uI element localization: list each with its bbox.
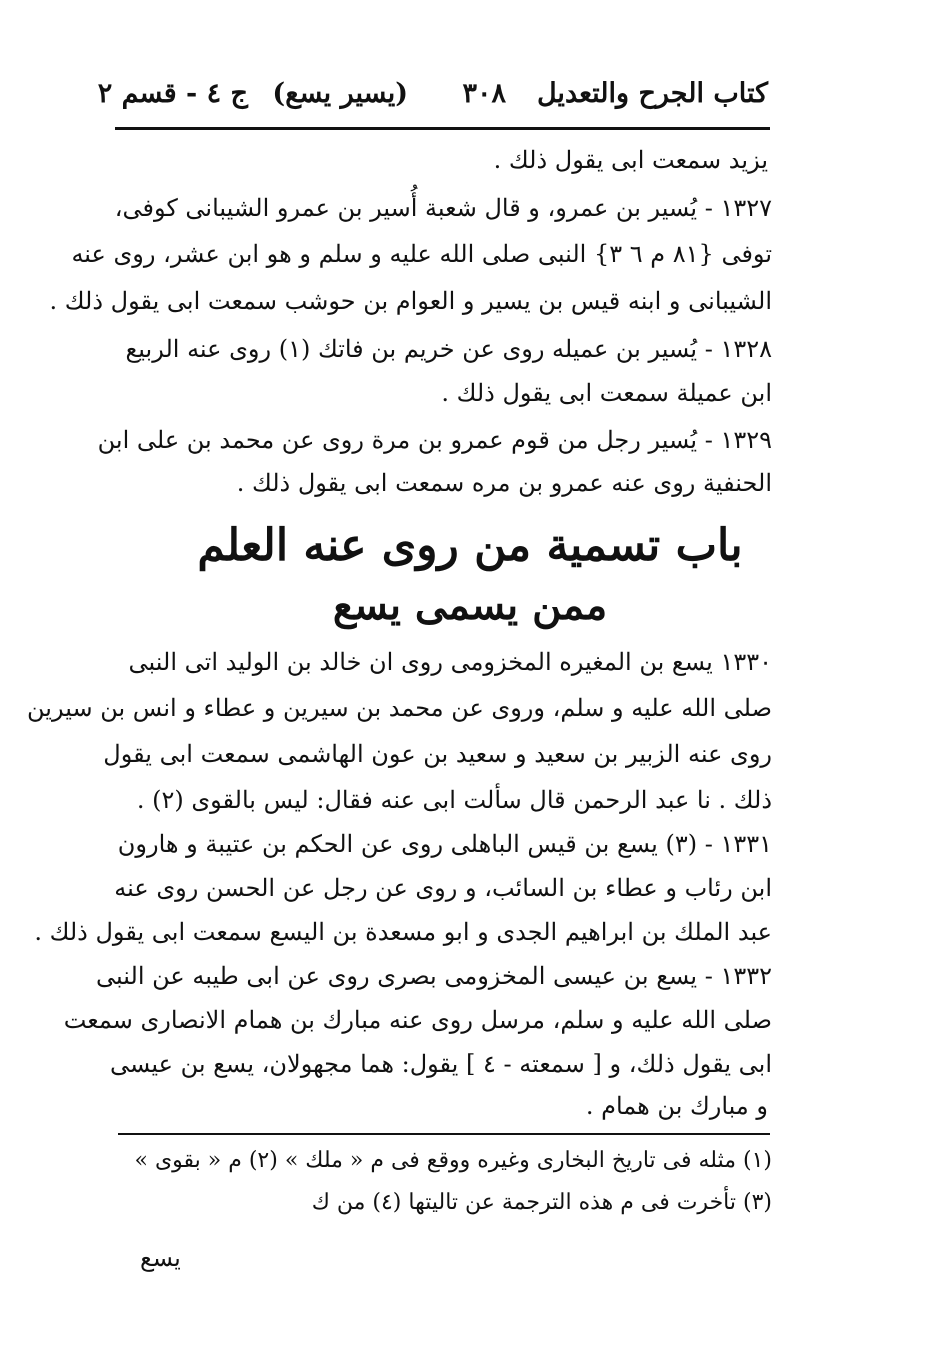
text-line: و مبارك بن همام .: [585, 1092, 768, 1120]
text-line: ابن رئاب و عطاء بن السائب، و روى عن رجل عن الحسن روى عنه: [114, 874, 772, 902]
text-line: ابن عميلة سمعت ابى يقول ذلك .: [441, 379, 772, 407]
catchword: يسع: [140, 1244, 181, 1272]
header-rule: [115, 127, 770, 130]
entry-1331: ١٣٣١ - (٣) يسع بن قيس الباهلى روى عن الحكم بن عتيبة و هارون: [117, 830, 772, 858]
text-line: ابى يقول ذلك، و [ سمعته - ٤ ] يقول: هما مجهولان، يسع بن عيسى: [109, 1050, 772, 1078]
book-title: كتاب الجرح والتعديل: [536, 78, 768, 109]
chapter-heading: باب تسمية من روى عنه العلم: [197, 520, 743, 571]
page-number: ٣٠٨: [462, 78, 506, 109]
entry-1332: ١٣٣٢ - يسع بن عيسى المخزومى بصرى روى عن ابى طيبه عن النبى: [96, 962, 772, 990]
chapter-subheading: ممن يسمى يسع: [332, 582, 608, 629]
text-line: الحنفية روى عنه عمرو بن مره سمعت ابى يقول ذلك .: [236, 469, 772, 497]
text-line: الشيبانى و ابنه قيس بن يسير و العوام بن حوشب سمعت ابى يقول ذلك .: [49, 287, 772, 315]
entry-1327: ١٣٢٧ - يُسير بن عمرو، و قال شعبة أُسير بن عمرو الشيبانى كوفى،: [114, 194, 772, 222]
text-line: عبد الملك بن ابراهيم الجدى و ابو مسعدة بن اليسع سمعت ابى يقول ذلك .: [34, 918, 772, 946]
entry-1329: ١٣٢٩ - يُسير رجل من قوم عمرو بن مرة روى عن محمد بن على ابن: [97, 426, 772, 454]
footnote-line: (٣) تأخرت فى م هذه الترجمة عن تاليتها (٤) من ك: [311, 1190, 772, 1215]
entry-1330: ١٣٣٠ يسع بن المغيره المخزومى روى ان خالد بن الوليد اتى النبى: [128, 648, 772, 676]
footnote-line: (١) مثله فى تاريخ البخارى وغيره ووقع فى م « ملك » (٢) م « بقوى »: [134, 1148, 772, 1173]
text-line: يزيد سمعت ابى يقول ذلك .: [493, 146, 768, 174]
running-header: [97, 70, 768, 122]
text-line: ذلك . نا عبد الرحمن قال سألت ابى عنه فقال: ليس بالقوى (٢) .: [136, 786, 772, 814]
entry-1328: ١٣٢٨ - يُسير بن عميله روى عن خريم بن فاتك (١) روى عنه الربيع: [125, 335, 772, 363]
text-line: توفى {٨١ م ٦ ٣} النبى صلى الله عليه و سلم و هو ابن عشر، روى عنه: [71, 240, 772, 268]
text-line: صلى الله عليه و سلم، مرسل روى عنه مبارك بن همام الانصارى سمعت: [63, 1006, 772, 1034]
text-line: روى عنه الزبير بن سعيد و سعيد بن عون الهاشمى سمعت ابى يقول: [103, 740, 772, 768]
footnote-rule: [118, 1133, 770, 1135]
section-range: (يسير يسع): [272, 78, 408, 109]
text-line: صلى الله عليه و سلم، وروى عن محمد بن سيرين و عطاء و انس بن سيرين: [27, 694, 772, 722]
volume-part: ج ٤ - قسم ٢: [97, 78, 248, 109]
